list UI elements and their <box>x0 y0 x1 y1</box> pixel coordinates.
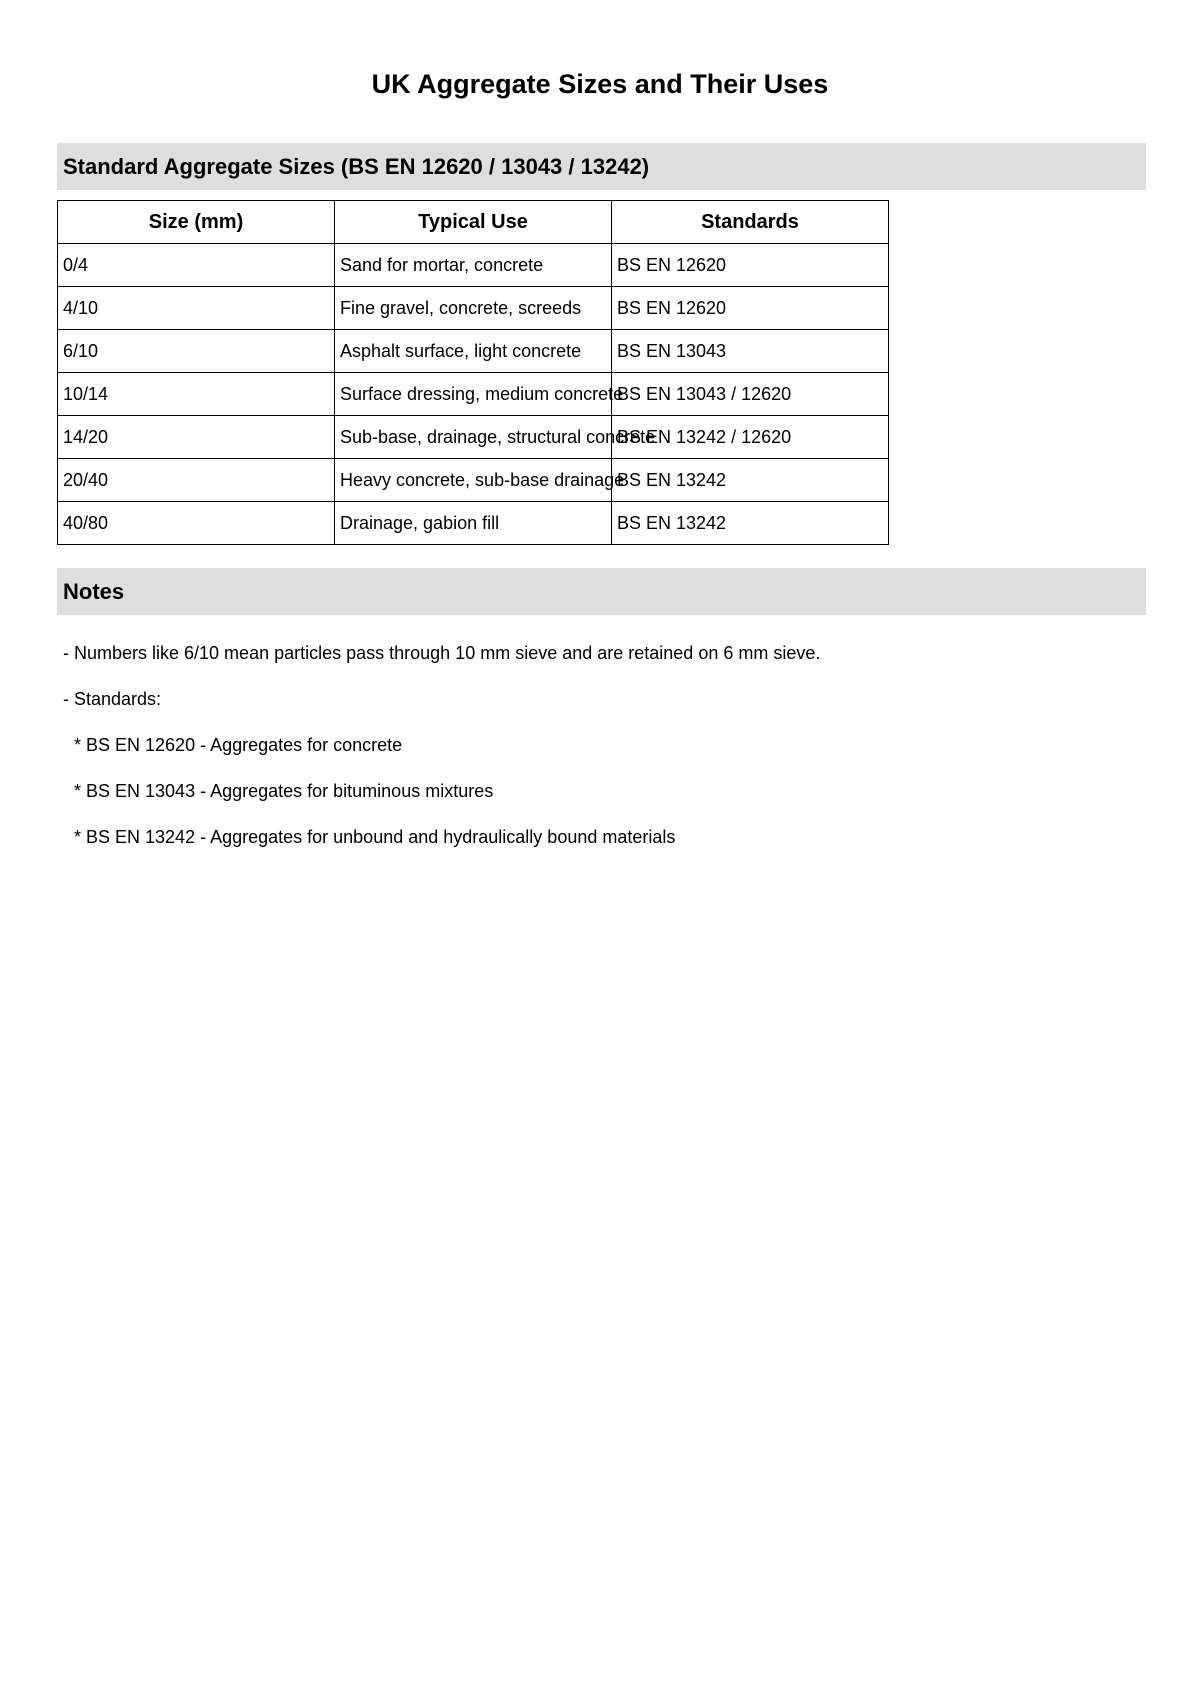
table-header-row <box>58 201 889 244</box>
note-line-standard-13242: * BS EN 13242 - Aggregates for unbound and hydraulically bound materials <box>74 827 676 847</box>
table-row <box>58 330 889 373</box>
cell-standard: BS EN 12620 <box>612 287 889 330</box>
section-heading-notes: Notes <box>57 568 1146 615</box>
table-row <box>58 459 889 502</box>
column-header-standards: Standards <box>612 201 889 244</box>
cell-typical-use: Heavy concrete, sub-base drainage <box>335 459 612 502</box>
column-header-typical-use: Typical Use <box>335 201 612 244</box>
cell-standard: BS EN 13242 / 12620 <box>612 416 889 459</box>
cell-size: 40/80 <box>58 502 335 545</box>
cell-size: 0/4 <box>58 244 335 287</box>
note-line-standards-heading: - Standards: <box>63 689 162 709</box>
cell-standard: BS EN 12620 <box>612 244 889 287</box>
table-row <box>58 244 889 287</box>
notes-list <box>63 630 820 860</box>
cell-size: 14/20 <box>58 416 335 459</box>
section-heading-sizes: Standard Aggregate Sizes (BS EN 12620 / 13043 / 13242) <box>57 143 1146 190</box>
cell-standard: BS EN 13242 <box>612 459 889 502</box>
document-title: UK Aggregate Sizes and Their Uses <box>371 69 829 99</box>
cell-standard: BS EN 13242 <box>612 502 889 545</box>
cell-standard: BS EN 13043 <box>612 330 889 373</box>
table-row <box>58 373 889 416</box>
cell-standard: BS EN 13043 / 12620 <box>612 373 889 416</box>
cell-size: 4/10 <box>58 287 335 330</box>
cell-typical-use: Asphalt surface, light concrete <box>335 330 612 373</box>
cell-typical-use: Sub-base, drainage, structural concrete <box>335 416 612 459</box>
cell-typical-use: Sand for mortar, concrete <box>335 244 612 287</box>
aggregate-sizes-table <box>57 200 889 545</box>
note-line-standard-12620: * BS EN 12620 - Aggregates for concrete <box>74 735 403 755</box>
cell-typical-use: Drainage, gabion fill <box>335 502 612 545</box>
column-header-size: Size (mm) <box>58 201 335 244</box>
cell-typical-use: Fine gravel, concrete, screeds <box>335 287 612 330</box>
note-line-standard-13043: * BS EN 13043 - Aggregates for bituminous mixtures <box>74 781 494 801</box>
cell-size: 20/40 <box>58 459 335 502</box>
cell-typical-use: Surface dressing, medium concrete <box>335 373 612 416</box>
table-row <box>58 287 889 330</box>
note-line-sieve-explanation: - Numbers like 6/10 mean particles pass through 10 mm sieve and are retained on 6 mm sieve. <box>63 643 821 663</box>
cell-size: 6/10 <box>58 330 335 373</box>
cell-size: 10/14 <box>58 373 335 416</box>
table-row <box>58 502 889 545</box>
table-row <box>58 416 889 459</box>
